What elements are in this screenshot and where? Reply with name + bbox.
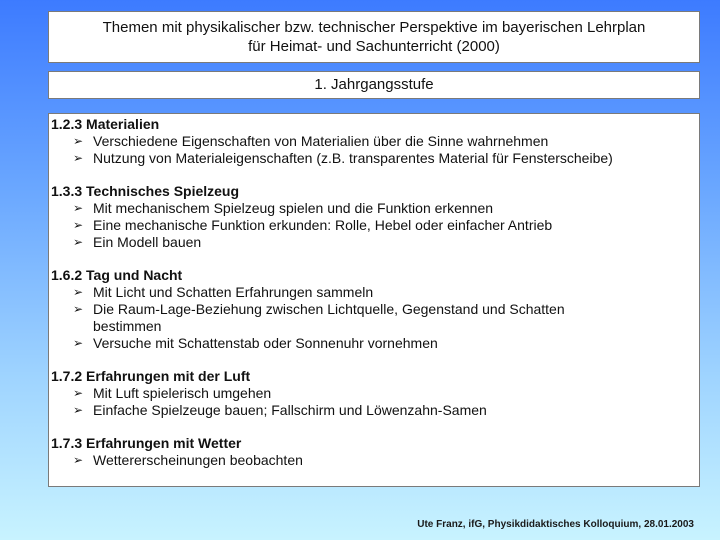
arrow-bullet-icon: ➢ [73,201,84,215]
title-line-1: Themen mit physikalischer bzw. technischer Perspektive im bayerischen Lehrplan [102,19,646,36]
list-item: ➢ Ein Modell bauen [73,234,202,250]
list-item: ➢ Wettererscheinungen beobachten [73,452,303,468]
topic-list [48,113,700,487]
footer-credit: Ute Franz, ifG, Physikdidaktisches Kolloquium, 28.01.2003 [417,519,694,530]
list-item: ➢ Mit Luft spielerisch umgehen [73,385,272,401]
list-item: ➢ Verschiedene Eigenschaften von Materialien über die Sinne wahrnehmen [73,133,549,149]
section-tag-und-nacht [49,267,699,352]
section-heading: 1.6.2 Tag und Nacht [51,267,183,283]
list-item: ➢ Nutzung von Materialeigenschaften (z.B. transparentes Material für Fensterscheibe) [73,150,613,166]
list-item: ➢ Versuche mit Schattenstab oder Sonnenuhr vornehmen [73,335,438,351]
grade-heading: 1. Jahrgangsstufe [48,71,700,99]
arrow-bullet-icon: ➢ [73,403,84,417]
arrow-bullet-icon: ➢ [73,386,84,400]
section-luft [49,368,699,419]
arrow-bullet-icon: ➢ [73,302,84,316]
section-heading: 1.3.3 Technisches Spielzeug [51,183,240,199]
arrow-bullet-icon: ➢ [73,235,84,249]
list-item: ➢ Die Raum-Lage-Beziehung zwischen Lichtquelle, Gegenstand und Schatten bestimmen [73,301,565,334]
section-materialien [49,116,699,167]
arrow-bullet-icon: ➢ [73,218,84,232]
arrow-bullet-icon: ➢ [73,453,84,467]
section-technisches-spielzeug [49,183,699,251]
title-line-2: für Heimat- und Sachunterricht (2000) [248,38,500,55]
list-item: ➢ Eine mechanische Funktion erkunden: Rolle, Hebel oder einfacher Antrieb [73,217,553,233]
arrow-bullet-icon: ➢ [73,336,84,350]
list-item: ➢ Mit mechanischem Spielzeug spielen und die Funktion erkennen [73,200,494,216]
arrow-bullet-icon: ➢ [73,151,84,165]
list-item: ➢ Einfache Spielzeuge bauen; Fallschirm und Löwenzahn-Samen [73,402,487,418]
arrow-bullet-icon: ➢ [73,285,84,299]
arrow-bullet-icon: ➢ [73,134,84,148]
section-heading: 1.7.3 Erfahrungen mit Wetter [51,435,242,451]
list-item: ➢ Mit Licht und Schatten Erfahrungen sammeln [73,284,374,300]
section-wetter [49,435,699,469]
section-heading: 1.7.2 Erfahrungen mit der Luft [51,368,251,384]
section-heading: 1.2.3 Materialien [51,116,160,132]
slide-title [48,11,700,63]
